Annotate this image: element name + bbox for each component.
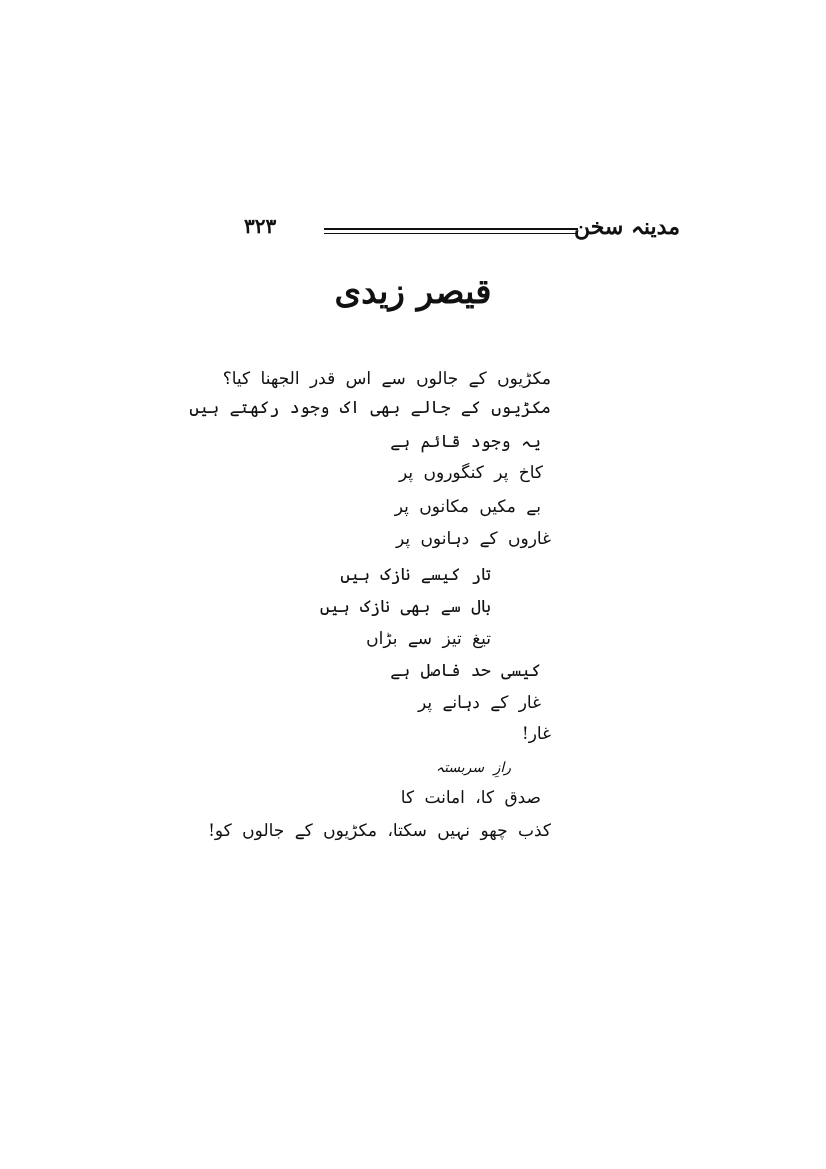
header-rule-thin	[324, 233, 578, 234]
poem-line-1: مکڑیوں کے جالوں سے اس قدر الجھنا کیا؟	[222, 369, 551, 389]
poem-line-2: مکڑیوں کے جالے بھی اک وجود رکھتے ہیں	[189, 398, 551, 418]
poem-line-10: کیسی حد فاصل ہے	[390, 661, 541, 681]
poem-line-4: کاخ پر کنگوروں پر	[399, 463, 543, 483]
poet-name: قیصر زیدی	[334, 272, 492, 312]
poem-line-11: غار کے دہانے پر	[417, 693, 541, 713]
header-rule-thick	[324, 228, 578, 230]
poem-line-6: غاروں کے دہانوں پر	[395, 529, 551, 549]
poem-line-8: بال سے بھی نازک ہیں	[319, 597, 491, 617]
poem-line-12: غار!	[521, 724, 551, 744]
poem-subtitle: رازِ سربستہ	[435, 760, 511, 776]
poem-line-3: یہ وجود قائم ہے	[390, 432, 541, 452]
page-number: ۳۲۳	[244, 214, 277, 238]
header-rule	[324, 228, 578, 235]
poem-line-5: بے مکیں مکانوں پر	[394, 497, 541, 517]
poem-line-9: تیغ تیز سے بڑاں	[366, 629, 491, 649]
closing-line-2: کذب چھو نہیں سکتا، مکڑیوں کے جالوں کو!	[208, 821, 551, 841]
journal-title: مدینہ سخن	[573, 214, 680, 240]
poem-line-7: تار کیسے نازک ہیں	[340, 565, 491, 585]
closing-line-1: صدق کا، امانت کا	[400, 788, 541, 808]
